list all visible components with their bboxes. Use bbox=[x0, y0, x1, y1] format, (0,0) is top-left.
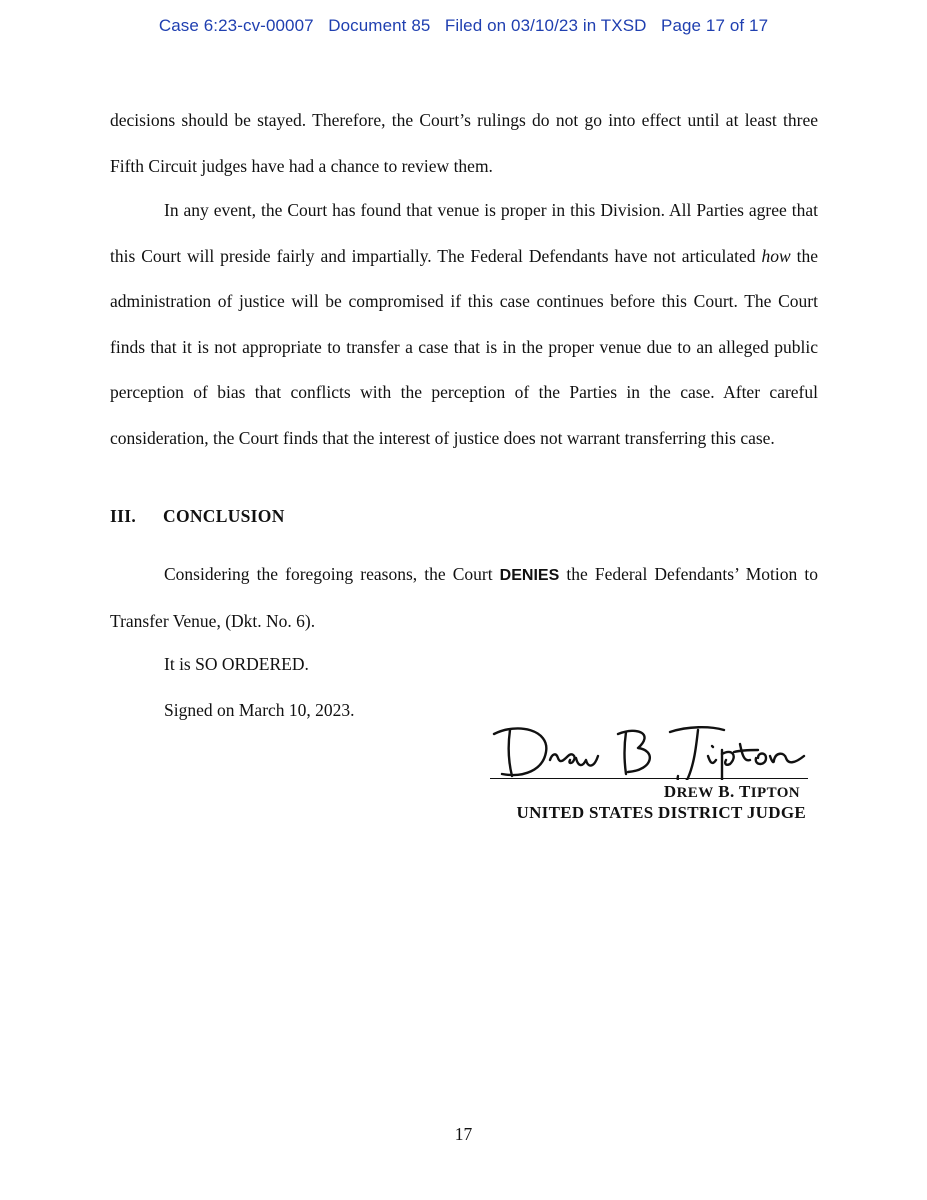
page-number: 17 bbox=[454, 1124, 473, 1144]
paragraph-venue-text-b: the administration of justice will be compromised if this case continues before this Court. The Court finds that it is not appropriate to transfer a case that is in the proper venue due to an alleged public perception of bias that conflicts with the perception of the Parties in the case. After careful consideration, the Court finds that the interest of justice does not warrant transferring this case. bbox=[110, 245, 818, 448]
paragraph-conclusion bbox=[110, 552, 818, 644]
judge-name-d: D bbox=[663, 782, 677, 801]
paragraph-stay: decisions should be stayed. Therefore, the Court’s rulings do not go into effect until at least three Fifth Circuit judges have had a chance to review them. bbox=[110, 110, 818, 176]
section-heading bbox=[110, 506, 285, 527]
paragraph-venue-text-a: In any event, the Court has found that venue is proper in this Division. All Parties agree that this Court will preside fairly and impartially. The Federal Defendants have not articulated bbox=[110, 200, 818, 266]
paragraph-venue bbox=[110, 188, 818, 461]
case-header bbox=[0, 16, 927, 36]
paragraph-conclusion-text-b: the Federal Defendants’ Motion to Transfer Venue, (Dkt. No. 6). bbox=[110, 564, 818, 631]
ruling-denies: DENIES bbox=[499, 567, 560, 584]
section-title: CONCLUSION bbox=[163, 506, 285, 526]
handwritten-signature bbox=[488, 720, 810, 780]
so-ordered: It is SO ORDERED. bbox=[164, 654, 309, 674]
section-number: III. bbox=[110, 506, 137, 526]
paragraph-venue-emphasis: how bbox=[761, 245, 791, 266]
judge-name-rew: REW bbox=[676, 785, 714, 801]
filed-date: Filed on 03/10/23 in TXSD bbox=[444, 16, 647, 35]
judge-name-ipton: IPTON bbox=[750, 785, 800, 801]
paragraph-conclusion-text-a: Considering the foregoing reasons, the Court bbox=[164, 564, 500, 584]
signature-line bbox=[490, 778, 808, 779]
signed-date: Signed on March 10, 2023. bbox=[164, 700, 355, 720]
page-indicator: Page 17 of 17 bbox=[661, 16, 769, 35]
judge-name-middle: B. bbox=[713, 782, 740, 801]
case-number: Case 6:23-cv-00007 bbox=[158, 16, 314, 35]
document-number: Document 85 bbox=[328, 16, 431, 35]
judge-name bbox=[490, 782, 800, 802]
judge-name-t: T bbox=[739, 782, 751, 801]
judge-title: UNITED STATES DISTRICT JUDGE bbox=[516, 803, 806, 822]
